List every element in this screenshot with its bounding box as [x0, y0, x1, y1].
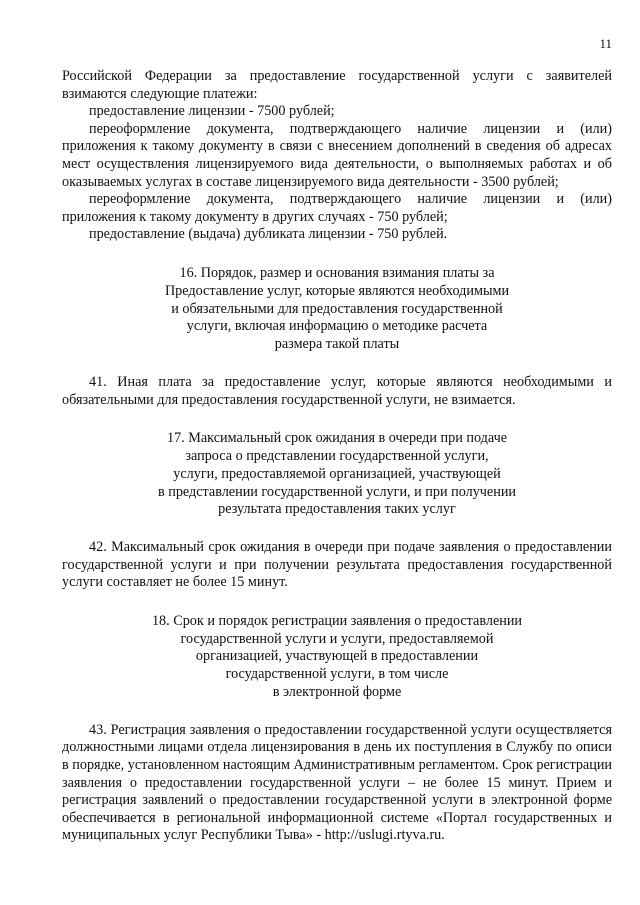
heading-line: 18. Срок и порядок регистрации заявления о предоставлении	[151, 612, 523, 629]
intro-paragraph: Российской Федерации за предоставление государственной услуги с заявителей взимаются следующие платежи:	[62, 68, 612, 102]
section-18-heading	[62, 613, 612, 702]
paragraph-42: 42. Максимальный срок ожидания в очереди при подаче заявления о предоставлении государственной услуги и при получении результата предоставления государственной услуги составляет не более 15 минут.	[62, 539, 612, 591]
heading-line: 17. Максимальный срок ожидания в очереди при подаче	[166, 430, 508, 447]
fee-item: переоформление документа, подтверждающего наличие лицензии и (или) приложения к такому документу в других случаях - 750 рублей;	[62, 191, 612, 225]
heading-line: результата предоставления таких услуг	[218, 501, 456, 518]
heading-line: услуги, предоставляемой организацией, участвующей	[173, 465, 501, 482]
heading-line: в представлении государственной услуги, и при получении	[157, 483, 517, 500]
heading-line: запроса о представлении государственной услуги,	[185, 447, 489, 464]
heading-line: услуги, включая информацию о методике расчета	[186, 318, 488, 335]
fee-item: переоформление документа, подтверждающего наличие лицензии и (или) приложения к такому документу в связи с внесением дополнений в сведения об адресах мест осуществления лицензируемого вида деятельности, о выполняемых работах и об оказываемых услугах в составе лицензируемого вида деятельности - 3500 рублей;	[62, 120, 612, 190]
heading-line: и обязательными для предоставления государственной	[171, 300, 503, 317]
heading-line: 16. Порядок, размер и основания взимания платы за	[179, 264, 495, 281]
section-16-heading	[62, 265, 612, 354]
document-body	[62, 68, 612, 845]
fee-item: предоставление лицензии - 7500 рублей;	[89, 103, 335, 120]
section-17-heading	[62, 430, 612, 519]
heading-line: размера такой платы	[274, 336, 400, 353]
heading-line: Предоставление услуг, которые являются необходимыми	[164, 282, 510, 299]
paragraph-43: 43. Регистрация заявления о предоставлении государственной услуги осуществляется должностными лицами отдела лицензирования в день их поступления в Службу по описи в порядке, установленном настоящим Административным регламентом. Срок регистрации заявления о предоставлении государственной услуги – не более 15 минут. Прием и регистрация заявлений о предоставлении государственной услуги в электронной форме обеспечивается в региональной информационной системе «Портал государственных и муниципальных услуг Республики Тыва» - http://uslugi.rtyva.ru.	[62, 721, 612, 844]
paragraph-41: 41. Иная плата за предоставление услуг, которые являются необходимыми и обязательными для предоставления государственной услуги, не взимается.	[62, 373, 612, 408]
heading-line: государственной услуги и услуги, предоставляемой	[180, 630, 494, 647]
heading-line: в электронной форме	[272, 684, 402, 701]
heading-line: организацией, участвующей в предоставлении	[195, 648, 479, 665]
page-number: 11	[599, 36, 612, 51]
heading-line: государственной услуги, в том числе	[225, 666, 449, 683]
fee-item: предоставление (выдача) дубликата лицензии - 750 рублей.	[89, 226, 448, 243]
